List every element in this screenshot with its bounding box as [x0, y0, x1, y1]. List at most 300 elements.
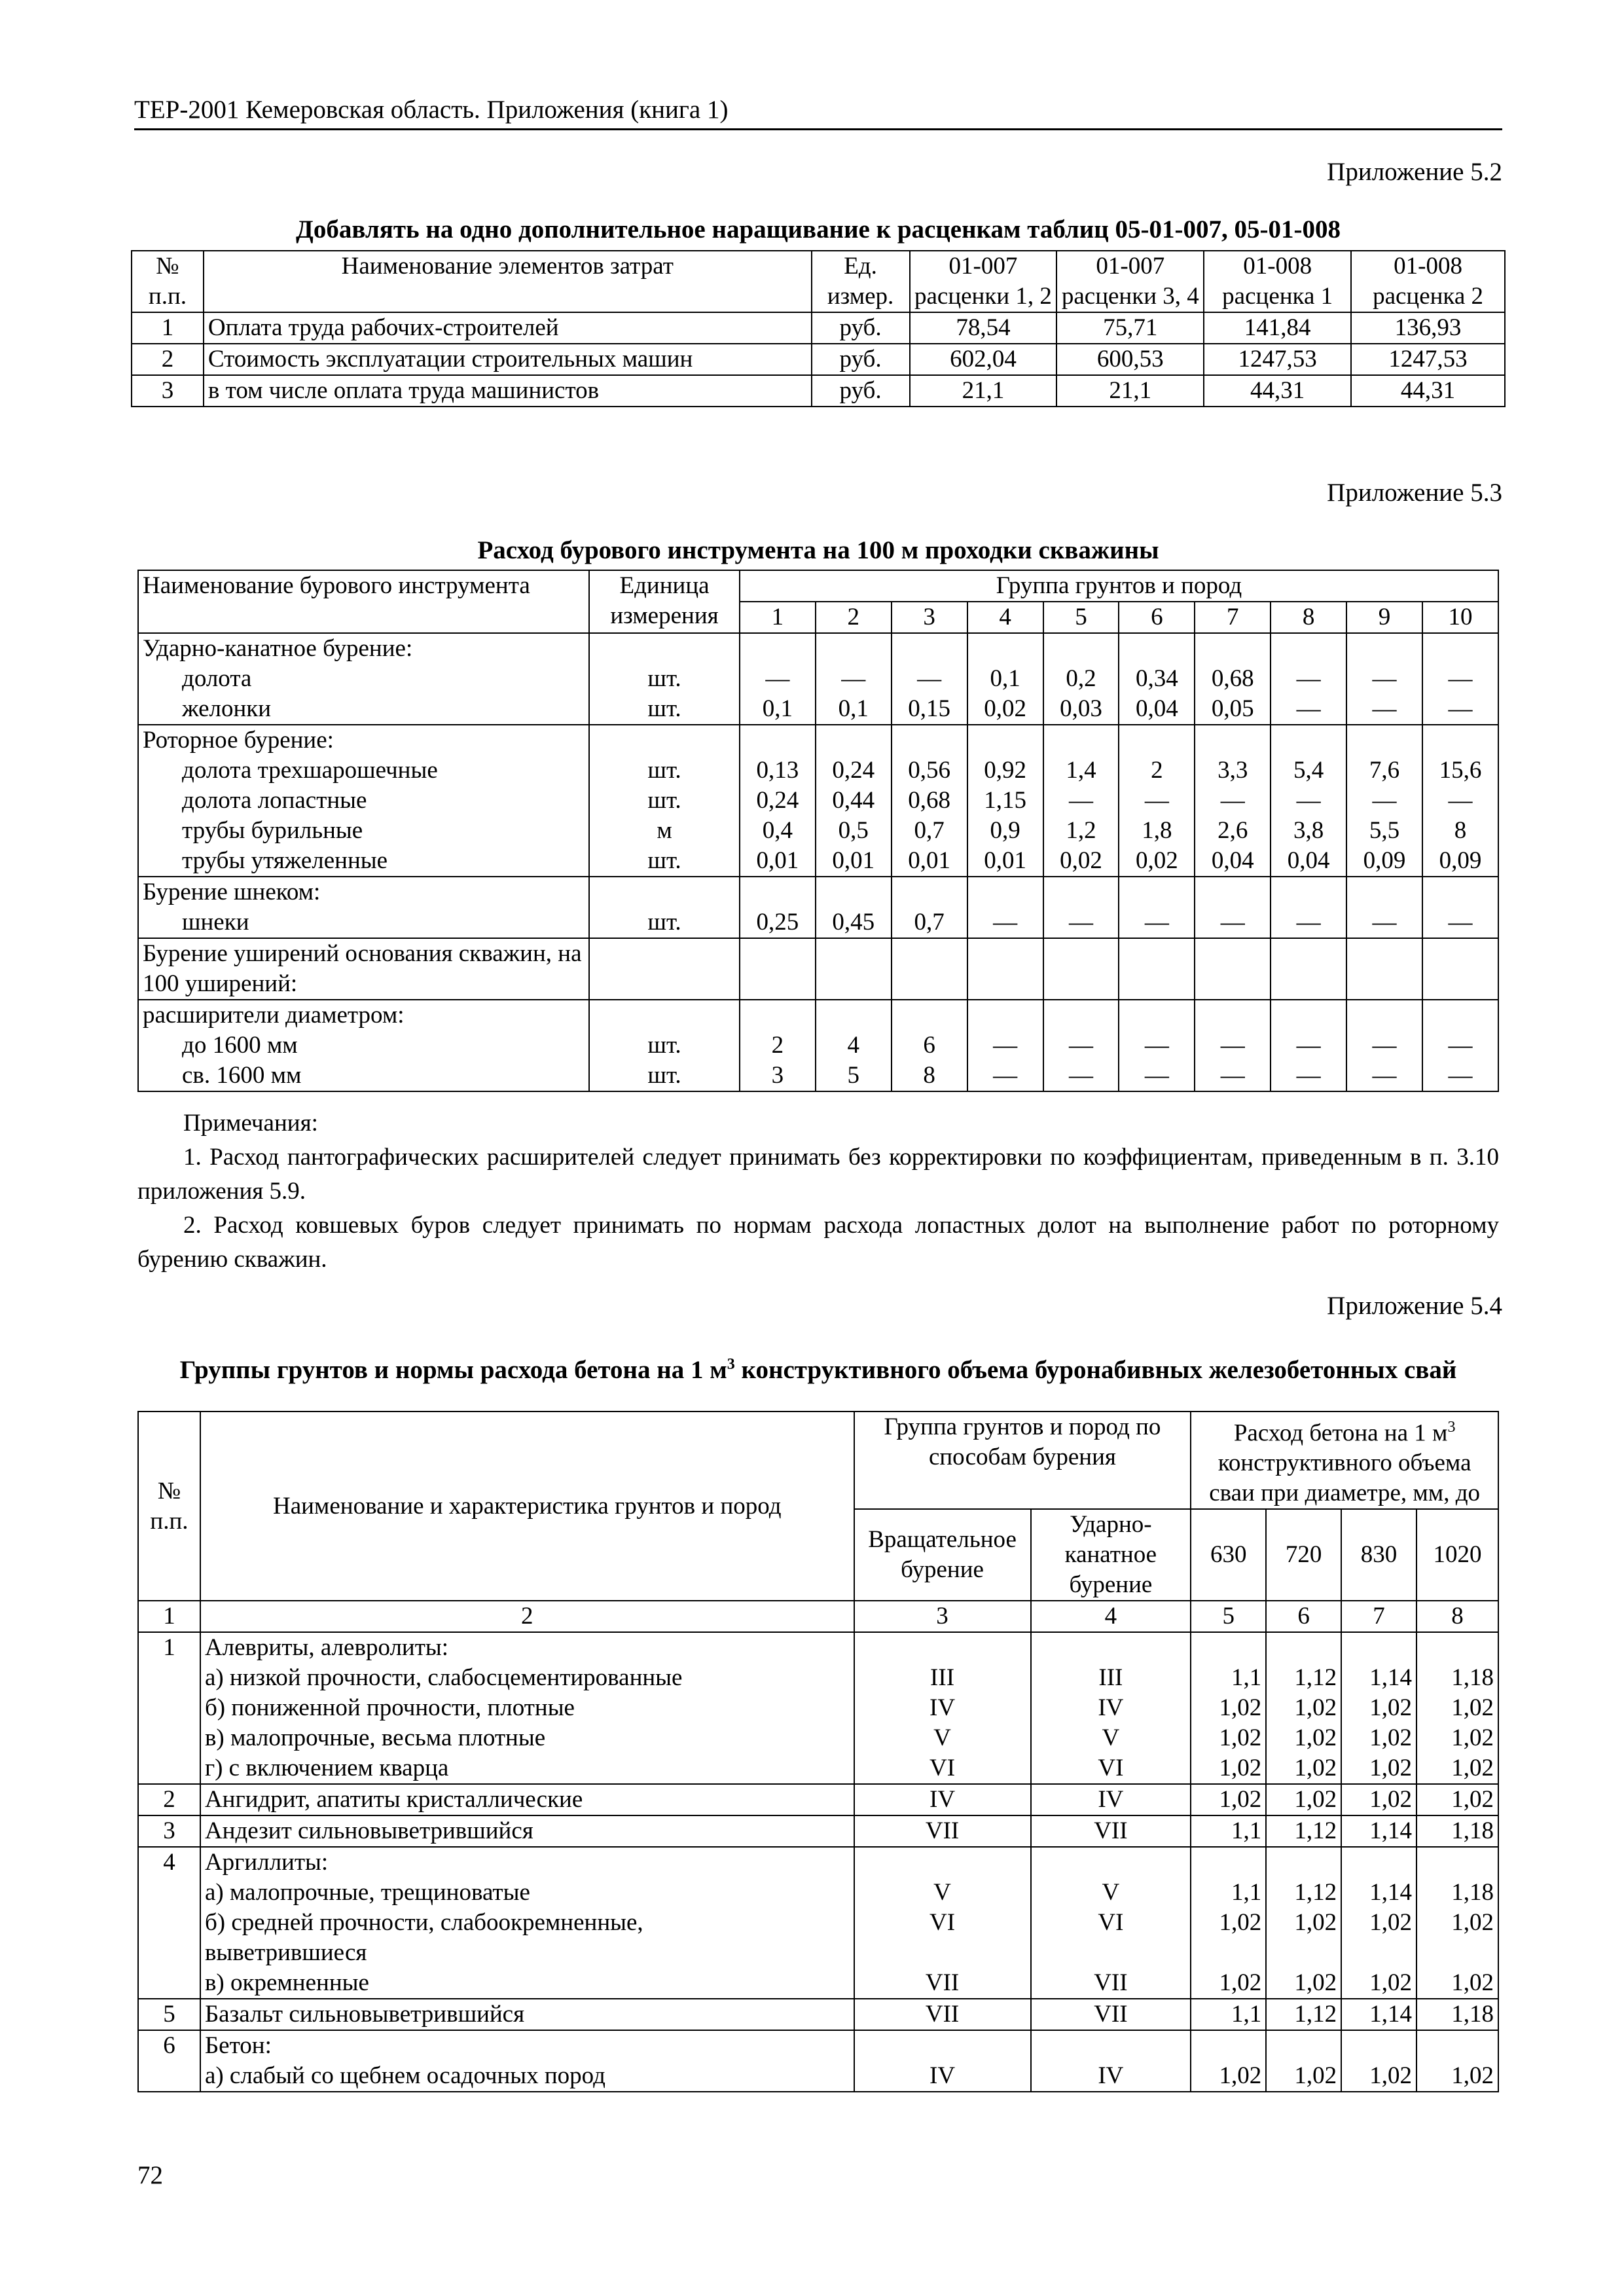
t3-row-rot [854, 1815, 1031, 1847]
t2-value-cell [1346, 877, 1422, 938]
t2-spacer [1427, 877, 1494, 907]
t1-cell: руб. [812, 344, 910, 375]
t2-section-name [138, 1000, 589, 1091]
t2-spacer [896, 725, 963, 756]
t2-value-cell [1043, 1000, 1119, 1091]
t1-cell: 1 [132, 312, 204, 344]
t2-section-name [138, 633, 589, 725]
t3-line-value: 1,02 [1451, 1969, 1494, 1997]
t1-cell: 21,1 [910, 375, 1057, 407]
t2-tool-value: 0,1 [762, 695, 793, 722]
t3-line-value [1195, 1938, 1261, 1968]
t2-tool-value: 0,25 [756, 909, 799, 936]
t1-cell: 141,84 [1204, 312, 1351, 344]
t3-line-value: 1,18 [1451, 1817, 1494, 1845]
t2-tool-value: — [1220, 787, 1245, 814]
t3-flow-text: Расход бетона на 1 м [1233, 1419, 1448, 1447]
t3-line-rot: IV [929, 2062, 956, 2090]
appendix-5-3-title: Расход бурового инструмента на 100 м проходки скважины [477, 536, 1159, 564]
t3-line-value [1271, 1938, 1337, 1968]
t3-line-value: 1,14 [1369, 1817, 1412, 1845]
t2-group-col: 8 [1271, 602, 1346, 633]
t3-row-impact [1031, 2030, 1191, 2092]
t2-tool-value: — [765, 665, 790, 692]
t1-row [132, 375, 1505, 407]
t3-line-value [1346, 1633, 1412, 1663]
t2-header-unit: Единица измерения [589, 570, 740, 633]
t2-tool-value: 0,01 [984, 847, 1026, 874]
t2-tool-unit: м [657, 817, 672, 844]
t3-col-number: 5 [1191, 1601, 1266, 1632]
t2-tool-value: 0,01 [832, 847, 875, 874]
t2-widen-title: Бурение уширений основания скважин, на 100 уширений: [138, 938, 589, 1000]
t1-cell: 1247,53 [1204, 344, 1351, 375]
t3-line-text: в) малопрочные, весьма плотные [204, 1724, 546, 1752]
t2-spacer [744, 634, 811, 664]
t2-tool-value: 0,02 [1135, 847, 1178, 874]
t2-section-unit [589, 725, 740, 877]
t3-line-impact: V [1102, 1724, 1120, 1752]
t3-row-value [1416, 2030, 1498, 2092]
t2-tool-value: 0,7 [914, 817, 945, 844]
t3-row-value [1416, 1999, 1498, 2030]
t3-line-value: 1,02 [1369, 1694, 1412, 1722]
t3-line-value [1346, 2031, 1412, 2061]
t2-tool-value: 0,24 [756, 787, 799, 814]
t2-tool-name: шнеки [182, 909, 249, 936]
t2-tool-unit: шт. [647, 1032, 681, 1059]
t2-tool-name: трубы утяжеленные [182, 847, 388, 874]
t1-cell: 1247,53 [1351, 344, 1505, 375]
t2-value-cell [1346, 725, 1422, 877]
t2-widen-row [138, 938, 1498, 1000]
t3-line-value: 1,1 [1231, 2001, 1262, 2028]
t2-group-col: 4 [967, 602, 1043, 633]
t1-cell: 2 [132, 344, 204, 375]
t3-row-value [1341, 1999, 1416, 2030]
t2-tool-value: 0,04 [1287, 847, 1330, 874]
t3-colnum-row [138, 1601, 1498, 1632]
t3-row-rot [854, 1632, 1031, 1784]
t2-value-cell [1271, 1000, 1346, 1091]
t3-row-value [1416, 1784, 1498, 1815]
t3-line-rot: IV [929, 1694, 956, 1722]
t2-value-cell [1195, 1000, 1271, 1091]
t3-line-value: 1,02 [1294, 2062, 1337, 2090]
t2-tool-value: 0,04 [1135, 695, 1178, 722]
t3-row [138, 1999, 1498, 2030]
t2-tool-value: — [1144, 909, 1169, 936]
t2-group-col: 10 [1422, 602, 1498, 633]
t3-line-text: выветрившиеся [204, 1939, 367, 1967]
t3-diameter: 830 [1341, 1509, 1416, 1601]
t2-tool-value: — [1220, 1062, 1245, 1089]
t3-diameter: 630 [1191, 1509, 1266, 1601]
t3-line-value: 1,02 [1294, 1969, 1337, 1997]
t2-group-col: 6 [1119, 602, 1195, 633]
t3-line-text: а) малопрочные, трещиноватые [204, 1879, 530, 1906]
t3-line-rot: V [933, 1724, 951, 1752]
t2-empty-cell [1346, 938, 1422, 1000]
t3-line-value: 1,02 [1219, 1755, 1262, 1782]
appendix-5-4-title [134, 1349, 1502, 1386]
t1-cell: Оплата труда рабочих-строителей [204, 312, 812, 344]
t2-spacer [1275, 1000, 1342, 1030]
t2-empty-cell [892, 938, 967, 1000]
t3-header-rot: Вращательное бурение [854, 1509, 1031, 1601]
t3-col-number: 1 [138, 1601, 200, 1632]
t2-spacer [1427, 1000, 1494, 1030]
t2-value-cell [1422, 877, 1498, 938]
t2-tool-value: — [1448, 695, 1473, 722]
t2-spacer [1427, 634, 1494, 664]
t2-spacer [972, 1000, 1039, 1030]
t3-line-value [1195, 2031, 1261, 2061]
t2-value-cell [1271, 877, 1346, 938]
t2-tool-value: 2 [771, 1032, 784, 1059]
t3-row-value [1191, 1632, 1266, 1784]
t1-row [132, 312, 1505, 344]
t3-row-value [1191, 1999, 1266, 2030]
t3-row-num: 4 [138, 1847, 200, 1999]
t1-header-cell: 01-007 расценки 3, 4 [1056, 251, 1204, 312]
t2-tool-value: 8 [1454, 817, 1467, 844]
t2-section-title: расширители диаметром: [143, 1002, 405, 1029]
t3-row-value [1266, 2030, 1341, 2092]
t3-row-impact [1031, 1999, 1191, 2030]
t3-line-impact [1036, 1633, 1187, 1663]
t2-value-cell [740, 633, 816, 725]
t2-tool-value: — [1144, 1032, 1169, 1059]
t3-row [138, 1632, 1498, 1784]
t2-spacer [1199, 634, 1266, 664]
t3-line-value [1421, 2031, 1494, 2061]
t3-row-num: 2 [138, 1784, 200, 1815]
t3-col-number: 2 [200, 1601, 854, 1632]
t3-line-impact [1036, 2031, 1187, 2061]
t2-tool-value: 5,5 [1369, 817, 1400, 844]
t3-line-value: 1,1 [1231, 1664, 1262, 1692]
t1-row [132, 344, 1505, 375]
t2-tool-value: — [1372, 1032, 1397, 1059]
t2-tool-value: 0,24 [832, 757, 875, 784]
t2-tool-value: 0,68 [1211, 665, 1254, 692]
t2-value-cell [1119, 1000, 1195, 1091]
title-rest: конструктивного объема буронабивных железобетонных свай [734, 1356, 1457, 1384]
t3-row-value [1191, 1847, 1266, 1999]
t3-line-text: Андезит сильновыветрившийся [204, 1817, 533, 1845]
t2-tool-name: св. 1600 мм [182, 1062, 302, 1089]
t3-line-value: 1,02 [1219, 1909, 1262, 1937]
t2-empty-cell [740, 938, 816, 1000]
t1-cell: 44,31 [1204, 375, 1351, 407]
t3-line-value: 1,12 [1294, 2001, 1337, 2028]
t3-line-value: 1,12 [1294, 1817, 1337, 1845]
t2-value-cell [1271, 633, 1346, 725]
t3-row-rot [854, 1784, 1031, 1815]
t3-line-value: 1,02 [1294, 1755, 1337, 1782]
t2-spacer [896, 877, 963, 907]
t2-spacer [1275, 877, 1342, 907]
t2-tool-value: 8 [923, 1062, 935, 1089]
t3-row-value [1191, 1815, 1266, 1847]
t2-tool-value: 7,6 [1369, 757, 1400, 784]
t2-value-cell [967, 877, 1043, 938]
t3-line-value: 1,02 [1294, 1786, 1337, 1813]
t2-value-cell [1422, 1000, 1498, 1091]
t3-line-value: 1,02 [1294, 1909, 1337, 1937]
t2-value-cell [1043, 877, 1119, 938]
t2-header-row [138, 570, 1498, 602]
t2-tool-value: 0,4 [762, 817, 793, 844]
t2-tool-value: — [1372, 665, 1397, 692]
t3-line-value: 1,14 [1369, 2001, 1412, 2028]
appendix-5-3-notes [137, 1106, 1499, 1277]
t3-row-name [200, 1784, 854, 1815]
t2-spacer [594, 1000, 735, 1030]
t2-group-col: 1 [740, 602, 816, 633]
t2-tool-value: 0,01 [756, 847, 799, 874]
t2-value-cell [740, 725, 816, 877]
t3-line-text: Ангидрит, апатиты кристаллические [204, 1786, 583, 1813]
t3-line-value [1346, 1938, 1412, 1968]
t2-tool-value: 0,9 [990, 817, 1020, 844]
t3-line-value: 1,02 [1369, 1969, 1412, 1997]
t3-line-value [1271, 1848, 1337, 1878]
t3-line-impact: IV [1098, 1786, 1124, 1813]
t2-spacer [1048, 1000, 1115, 1030]
t2-tool-value: — [993, 1032, 1018, 1059]
t1-cell: 44,31 [1351, 375, 1505, 407]
t2-spacer [972, 725, 1039, 756]
t2-tool-value: 0,5 [838, 817, 869, 844]
t2-spacer [744, 725, 811, 756]
t3-line-rot: VII [925, 1817, 960, 1845]
t2-empty-cell [589, 938, 740, 1000]
t3-line-text: б) средней прочности, слабоокремненные, [204, 1909, 643, 1937]
t3-line-value: 1,02 [1219, 1694, 1262, 1722]
t2-tool-name: долота [182, 665, 252, 692]
t2-tool-value: — [1372, 909, 1397, 936]
t3-line-impact: V [1102, 1879, 1120, 1906]
t3-row-name [200, 1632, 854, 1784]
t2-tool-value: — [1068, 1062, 1093, 1089]
t2-value-cell [1043, 725, 1119, 877]
notes-title: Примечания: [183, 1110, 318, 1137]
t3-flow-sup: 3 [1447, 1419, 1456, 1436]
t2-tool-name: долота трехшарошечные [182, 757, 438, 784]
t3-line-value: 1,12 [1294, 1664, 1337, 1692]
t2-header-name: Наименование бурового инструмента [138, 570, 589, 633]
t3-line-value: 1,12 [1294, 1879, 1337, 1906]
t2-tool-value: 0,03 [1060, 695, 1102, 722]
t3-line-impact: III [1098, 1664, 1123, 1692]
t2-value-cell [1195, 633, 1271, 725]
t3-line-impact [1036, 1938, 1187, 1968]
t2-spacer [744, 1000, 811, 1030]
t3-line-text: Аргиллиты: [204, 1849, 329, 1876]
t2-spacer [1275, 634, 1342, 664]
t2-spacer [1275, 725, 1342, 756]
t3-col-number: 3 [854, 1601, 1031, 1632]
t2-tool-value: — [1068, 1032, 1093, 1059]
t3-line-rot [859, 1848, 1026, 1878]
t3-line-value [1421, 1848, 1494, 1878]
t3-line-impact: VII [1094, 1817, 1128, 1845]
t2-tool-name: трубы бурильные [182, 817, 363, 844]
t2-value-cell [816, 633, 892, 725]
t2-group-col: 2 [816, 602, 892, 633]
t2-tool-value: 0,34 [1135, 665, 1178, 692]
t2-empty-cell [1195, 938, 1271, 1000]
t2-tool-unit: шт. [647, 847, 681, 874]
t2-value-cell [1195, 725, 1271, 877]
t2-value-cell [816, 1000, 892, 1091]
t2-tool-unit: шт. [647, 909, 681, 936]
t2-tool-unit: шт. [647, 1062, 681, 1089]
t2-spacer [820, 634, 887, 664]
t3-line-rot: VI [929, 1909, 956, 1937]
appendix-5-2-label: Приложение 5.2 [1327, 158, 1502, 186]
t2-tool-value: 0,45 [832, 909, 875, 936]
t2-value-cell [892, 877, 967, 938]
t3-line-value: 1,02 [1451, 1786, 1494, 1813]
t2-spacer [1048, 634, 1115, 664]
t3-line-text: а) низкой прочности, слабосцементированные [204, 1664, 683, 1692]
t3-diameter: 1020 [1416, 1509, 1498, 1601]
t2-value-cell [1043, 633, 1119, 725]
appendix-5-4-table [137, 1411, 1499, 2092]
t2-tool-name: долота лопастные [182, 787, 367, 814]
t2-tool-value: 0,05 [1211, 695, 1254, 722]
t1-cell: 3 [132, 375, 204, 407]
t2-tool-value: 0,13 [756, 757, 799, 784]
t3-line-value [1271, 1633, 1337, 1663]
t2-tool-value: 6 [923, 1032, 935, 1059]
running-header: ТЕР-2001 Кемеровская область. Приложения (книга 1) [134, 95, 1502, 130]
t2-spacer [594, 725, 735, 756]
t3-col-number: 8 [1416, 1601, 1498, 1632]
t2-tool-value: — [1448, 909, 1473, 936]
title-sup: 3 [727, 1356, 735, 1373]
t2-section-unit [589, 877, 740, 938]
t2-tool-value: — [1448, 787, 1473, 814]
t2-tool-value: — [1296, 1062, 1321, 1089]
t3-line-rot: VI [929, 1755, 956, 1782]
t2-spacer [896, 634, 963, 664]
t2-tool-value: 0,15 [908, 695, 951, 722]
t2-tool-value: 5 [847, 1062, 860, 1089]
t2-empty-cell [967, 938, 1043, 1000]
t1-cell: 600,53 [1056, 344, 1204, 375]
t2-spacer [594, 877, 735, 907]
t3-line-value: 1,02 [1451, 2062, 1494, 2090]
t2-spacer [820, 725, 887, 756]
t3-line-rot: III [930, 1664, 955, 1692]
t2-value-cell [1119, 877, 1195, 938]
t3-line-text: Бетон: [204, 2032, 272, 2060]
t2-spacer [1048, 725, 1115, 756]
t3-line-rot: VII [925, 2001, 960, 2028]
t3-row-num: 5 [138, 1999, 200, 2030]
t3-row-impact [1031, 1632, 1191, 1784]
t3-row-value [1341, 1847, 1416, 1999]
t3-line-text: а) слабый со щебнем осадочных пород [204, 2062, 605, 2090]
t2-spacer [594, 634, 735, 664]
t3-line-value: 1,02 [1369, 1786, 1412, 1813]
t2-section-title: Роторное бурение: [143, 727, 334, 754]
t2-value-cell [1119, 725, 1195, 877]
t3-line-value: 1,14 [1369, 1664, 1412, 1692]
t3-col-number: 7 [1341, 1601, 1416, 1632]
t2-spacer [1123, 634, 1190, 664]
t2-spacer [972, 634, 1039, 664]
t3-line-impact: VII [1094, 2001, 1128, 2028]
t3-line-value: 1,02 [1369, 2062, 1412, 2090]
t3-line-value: 1,1 [1231, 1879, 1262, 1906]
t3-line-impact: IV [1098, 2062, 1124, 2090]
t2-tool-value: 3 [771, 1062, 784, 1089]
t3-line-value: 1,02 [1369, 1909, 1412, 1937]
t2-value-cell [1346, 1000, 1422, 1091]
t3-line-value [1195, 1848, 1261, 1878]
t3-row-rot [854, 2030, 1031, 2092]
t3-row [138, 1815, 1498, 1847]
t1-header-row [132, 251, 1505, 312]
t2-spacer [1123, 1000, 1190, 1030]
t1-header-cell: 01-008 расценка 1 [1204, 251, 1351, 312]
t2-tool-value: — [1296, 665, 1321, 692]
t3-line-rot: V [933, 1879, 951, 1906]
t2-tool-value: — [1068, 787, 1093, 814]
t1-cell: 136,93 [1351, 312, 1505, 344]
t2-tool-value: — [993, 1062, 1018, 1089]
t3-row-num: 1 [138, 1632, 200, 1784]
t2-spacer [1351, 877, 1418, 907]
title-main: Группы грунтов и нормы расхода бетона на 1 м [179, 1356, 727, 1384]
t3-line-value: 1,02 [1451, 1909, 1494, 1937]
t3-line-value: 1,1 [1231, 1817, 1262, 1845]
t2-tool-value: — [1144, 787, 1169, 814]
t3-col-number: 6 [1266, 1601, 1341, 1632]
note-2: 2. Расход ковшевых буров следует принимать по нормам расхода лопастных долот на выполнение работ по роторному бурению скважин. [137, 1212, 1499, 1273]
t2-tool-value: 0,44 [832, 787, 875, 814]
t3-row-value [1191, 1784, 1266, 1815]
t2-tool-value: — [1144, 1062, 1169, 1089]
t3-col-number: 4 [1031, 1601, 1191, 1632]
t2-tool-name: желонки [182, 695, 272, 722]
t3-line-impact [1036, 1848, 1187, 1878]
t3-row [138, 2030, 1498, 2092]
t2-tool-value: 0,04 [1211, 847, 1254, 874]
t3-header-name: Наименование и характеристика грунтов и пород [200, 1412, 854, 1601]
t1-cell: 78,54 [910, 312, 1057, 344]
t2-spacer [1123, 725, 1190, 756]
t3-line-value: 1,02 [1219, 2062, 1262, 2090]
t2-tool-unit: шт. [647, 665, 681, 692]
t2-section-unit [589, 1000, 740, 1091]
t3-flow-rest: конструктивного объема сваи при диаметре, мм, до [1209, 1449, 1481, 1507]
t3-row-value [1341, 1815, 1416, 1847]
t2-spacer [1351, 725, 1418, 756]
appendix-5-3-label: Приложение 5.3 [1327, 479, 1502, 507]
t3-line-value: 1,18 [1451, 1664, 1494, 1692]
t3-line-value [1421, 1938, 1494, 1968]
t2-spacer [896, 1000, 963, 1030]
t3-line-value: 1,18 [1451, 2001, 1494, 2028]
t2-tool-value: 1,4 [1066, 757, 1096, 784]
t2-section-unit [589, 633, 740, 725]
